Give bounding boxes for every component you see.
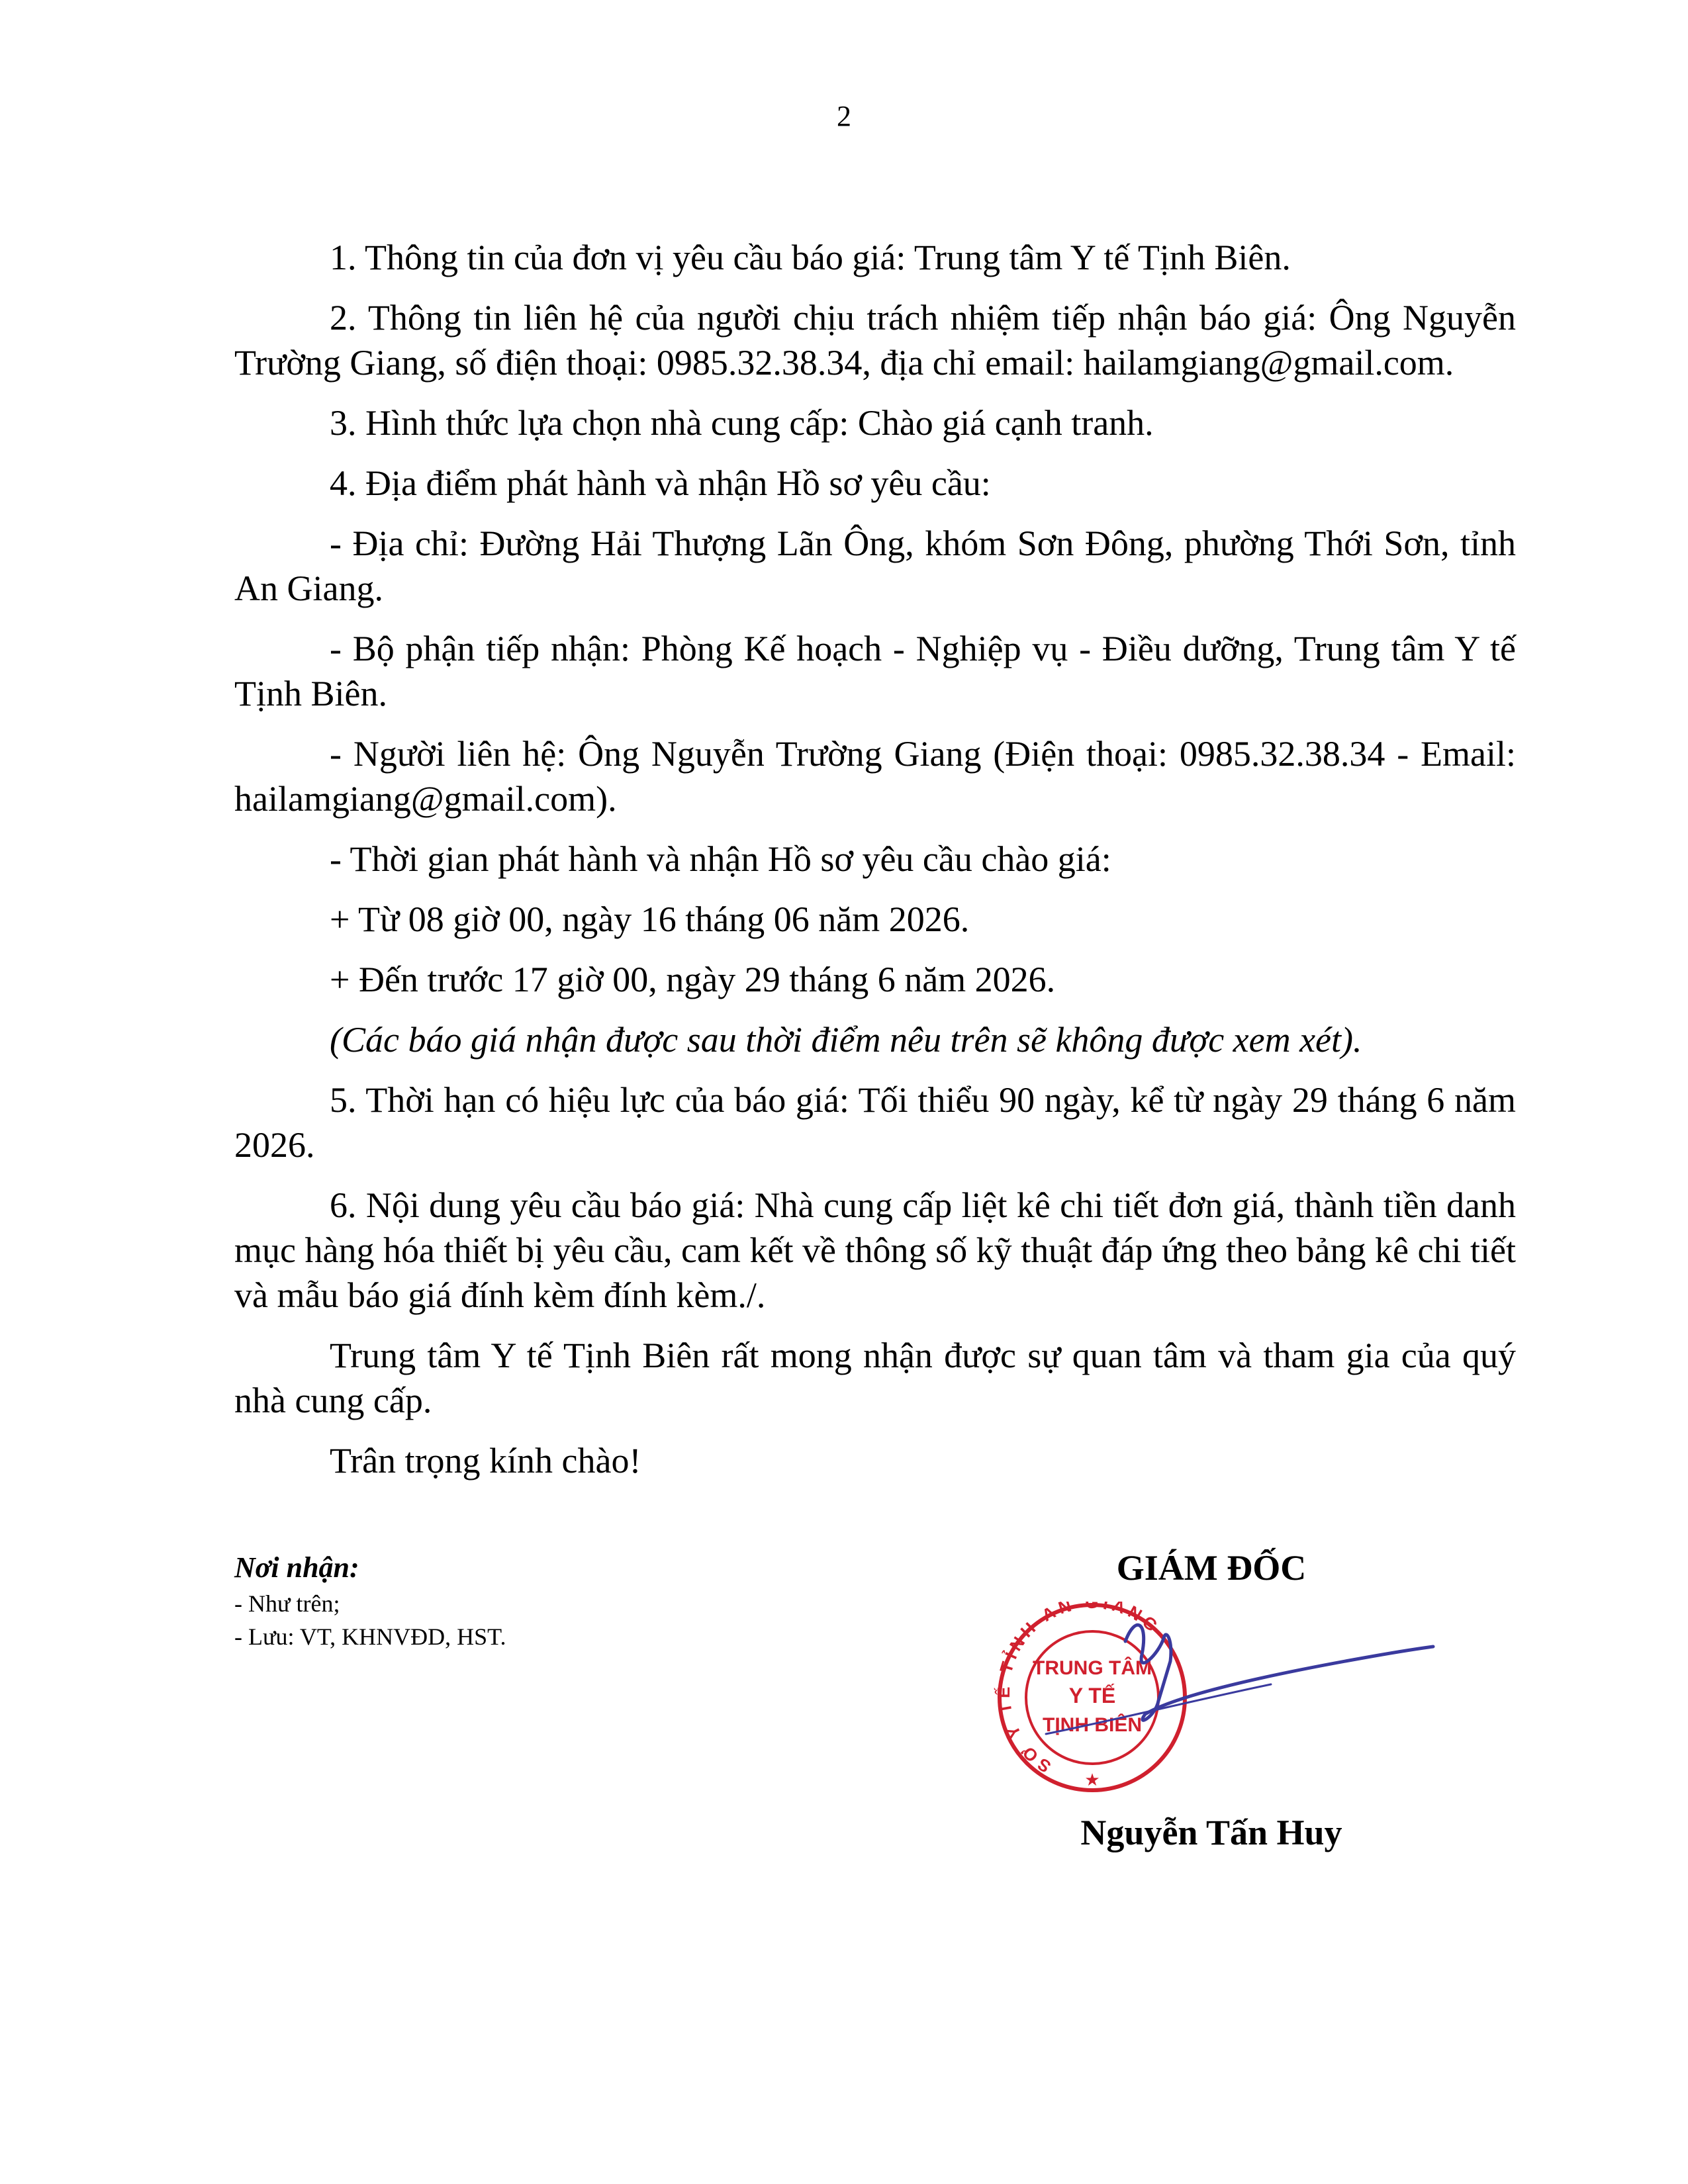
paragraph-late-notice: (Các báo giá nhận được sau thời điểm nêu trên sẽ không được xem xét). — [330, 1020, 1362, 1060]
stamp-line: Y TẾ — [1068, 1684, 1116, 1707]
recipients-title: Nơi nhận: — [234, 1551, 359, 1584]
paragraph-contact-details: - Người liên hệ: Ông Nguyễn Trường Giang (Điện thoại: 0985.32.38.34 - Email: hailamgiang@gmail.com). — [234, 734, 1516, 819]
stamp-area — [993, 1602, 1456, 1794]
body-text — [234, 235, 1516, 1498]
recipient-item: - Như trên; — [234, 1590, 340, 1617]
signer-name: Nguyễn Tấn Huy — [1080, 1813, 1342, 1852]
paragraph-requesting-unit: 1. Thông tin của đơn vị yêu cầu báo giá: Trung tâm Y tế Tịnh Biên. — [330, 238, 1291, 277]
stamp-line: TỊNH BIÊN — [1043, 1714, 1142, 1736]
paragraph-location-heading: 4. Địa điểm phát hành và nhận Hồ sơ yêu cầu: — [330, 463, 991, 503]
paragraph-selection-method: 3. Hình thức lựa chọn nhà cung cấp: Chào giá cạnh tranh. — [330, 403, 1154, 443]
page-number: 2 — [837, 100, 851, 132]
recipient-item: - Lưu: VT, KHNVĐD, HST. — [234, 1623, 506, 1650]
stamp-line: TRUNG TÂM — [1033, 1657, 1152, 1679]
paragraph-start-time: + Từ 08 giờ 00, ngày 16 tháng 06 năm 2026. — [330, 899, 970, 939]
stamp-ring-text: SỞ Y TẾ TỈNH AN GIANG — [993, 1602, 1165, 1777]
paragraph-validity: 5. Thời hạn có hiệu lực của báo giá: Tối thiểu 90 ngày, kể từ ngày 29 tháng 6 năm 2026. — [234, 1080, 1516, 1165]
paragraph-closing: Trung tâm Y tế Tịnh Biên rất mong nhận được sự quan tâm và tham gia của quý nhà cung cấp. — [234, 1336, 1516, 1420]
official-stamp-with-signature — [993, 1602, 1456, 1794]
paragraph-content-request: 6. Nội dung yêu cầu báo giá: Nhà cung cấp liệt kê chi tiết đơn giá, thành tiền danh mục hàng hóa thiết bị yêu cầu, cam kết về thông số kỹ thuật đáp ứng theo bảng kê chi tiết và mẫu báo giá đính kèm đính kèm./. — [234, 1185, 1516, 1315]
paragraph-end-time: + Đến trước 17 giờ 00, ngày 29 tháng 6 năm 2026. — [330, 960, 1056, 999]
paragraph-address: - Địa chỉ: Đường Hải Thượng Lãn Ông, khóm Sơn Đông, phường Thới Sơn, tỉnh An Giang. — [234, 523, 1516, 608]
stamp-star: ★ — [1084, 1770, 1100, 1790]
paragraph-regards: Trân trọng kính chào! — [330, 1441, 641, 1480]
paragraph-contact-person: 2. Thông tin liên hệ của người chịu trách nhiệm tiếp nhận báo giá: Ông Nguyễn Trường Giang, số điện thoại: 0985.32.38.34, địa chỉ email: hailamgiang@gmail.com. — [234, 298, 1516, 383]
paragraph-time-heading: - Thời gian phát hành và nhận Hồ sơ yêu cầu chào giá: — [330, 839, 1111, 879]
signature-title: GIÁM ĐỐC — [1116, 1548, 1307, 1588]
signature-block — [966, 1545, 1456, 1942]
paragraph-receiving-department: - Bộ phận tiếp nhận: Phòng Kế hoạch - Nghiệp vụ - Điều dưỡng, Trung tâm Y tế Tịnh Biên. — [234, 629, 1516, 713]
recipients-block — [234, 1549, 830, 1653]
